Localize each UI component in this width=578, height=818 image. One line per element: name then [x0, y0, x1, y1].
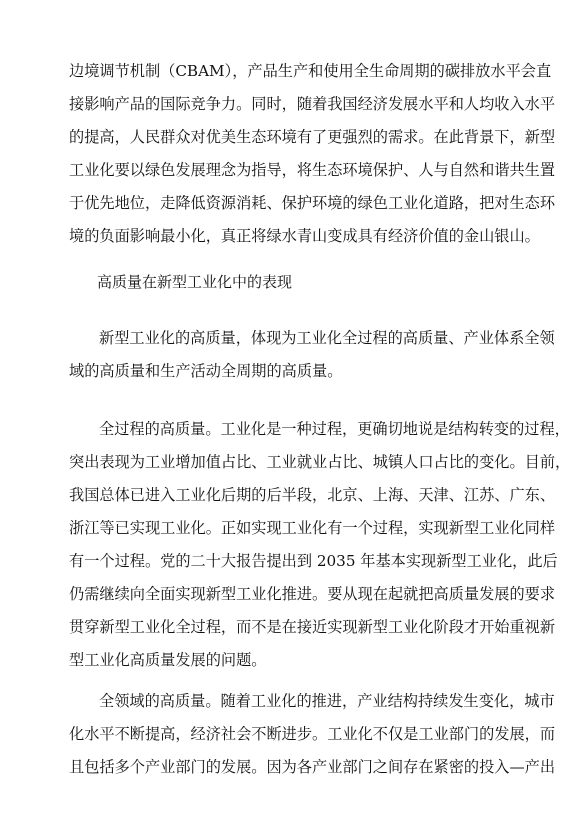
text-line: 有一个过程。党的二十大报告提出到 2035 年基本实现新型工业化，此后: [69, 552, 558, 570]
text-line: 我国总体已进入工业化后期的后半段，北京、上海、天津、江苏、广东、: [69, 486, 555, 504]
text-line: 全过程的高质量。工业化是一种过程，更确切地说是结构转变的过程，: [99, 420, 570, 438]
section-heading: [69, 266, 515, 299]
text-line: 突出表现为工业增加值占比、工业就业占比、城镇人口占比的变化。目前，: [69, 453, 571, 471]
paragraph-all-domains: [69, 685, 555, 784]
paragraph-whole-process: [69, 413, 571, 677]
text-line: 且包括多个产业部门的发展。因为各产业部门之间存在紧密的投入—产出: [69, 758, 555, 776]
heading-text: 高质量在新型工业化中的表现: [97, 273, 293, 291]
text-line: 于优先地位，走降低资源消耗、保护环境的绿色工业化道路，把对生态环: [69, 194, 555, 212]
text-line: 型工业化高质量发展的问题。: [69, 651, 267, 669]
text-line: 接影响产品的国际竞争力。同时，随着我国经济发展水平和人均收入水平: [69, 95, 555, 113]
text-line: 仍需继续向全面实现新型工业化推进。要从现在起就把高质量发展的要求: [69, 585, 555, 603]
text-line: 境的负面影响最小化，真正将绿水青山变成具有经济价值的金山银山。: [69, 227, 540, 245]
text-line: 边境调节机制（CBAM），产品生产和使用全生命周期的碳排放水平会直: [69, 62, 552, 80]
text-line: 新型工业化的高质量，体现为工业化全过程的高质量、产业体系全领: [99, 329, 555, 347]
paragraph-cbam-continuation: [69, 55, 555, 253]
text-line: 的提高，人民群众对优美生态环境有了更强烈的需求。在此背景下，新型: [69, 128, 555, 146]
text-line: 域的高质量和生产活动全周期的高质量。: [69, 362, 343, 380]
text-line: 化水平不断提高，经济社会不断进步。工业化不仅是工业部门的发展，而: [69, 725, 555, 743]
text-line: 贯穿新型工业化全过程，而不是在接近实现新型工业化阶段才开始重视新: [69, 618, 555, 636]
text-line: 工业化要以绿色发展理念为指导，将生态环境保护、人与自然和谐共生置: [69, 161, 555, 179]
text-line: 全领域的高质量。随着工业化的推进，产业结构持续发生变化，城市: [99, 692, 555, 710]
text-line: 浙江等已实现工业化。正如实现工业化有一个过程，实现新型工业化同样: [69, 519, 555, 537]
paragraph-overview: [69, 322, 555, 388]
